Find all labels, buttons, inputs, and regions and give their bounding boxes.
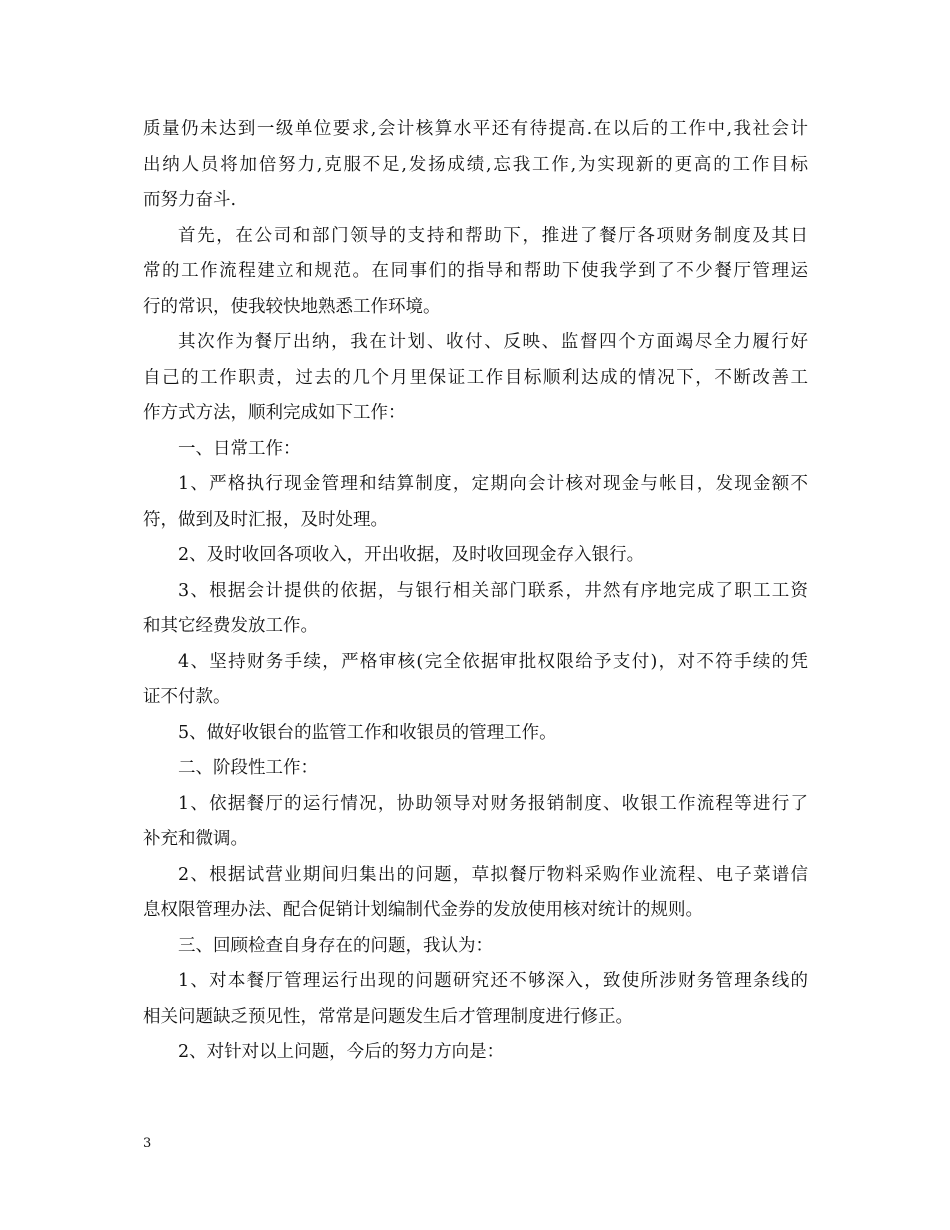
paragraph-first-line: 2、对针对以上问题，今后的努力方向是： xyxy=(178,1042,505,1062)
text-line: 相关问题缺乏预见性，常常是问题发生后才管理制度进行修正。 xyxy=(143,1006,633,1027)
paragraph-first-line: 4、坚持财务手续，严格审核(完全依据审批权限给予支付)，对不符手续的凭 xyxy=(178,651,808,672)
paragraph-first-line: 1、严格执行现金管理和结算制度，定期向会计核对现金与帐目，发现金额不 xyxy=(178,474,808,494)
text-line: 常的工作流程建立和规范。在同事们的指导和帮助下使我学到了不少餐厅管理运 xyxy=(143,261,808,281)
section-heading: 二、阶段性工作： xyxy=(178,758,318,778)
document-body xyxy=(143,112,808,1071)
paragraph-first-line: 2、根据试营业期间归集出的问题，草拟餐厅物料采购作业流程、电子菜谱信 xyxy=(178,864,808,885)
paragraph-first-line: 2、及时收回各项收入，开出收据，及时收回现金存入银行。 xyxy=(178,545,645,565)
text-line: 补充和微调。 xyxy=(143,829,248,849)
text-line: 和其它经费发放工作。 xyxy=(143,616,318,636)
paragraph-first-line: 首先，在公司和部门领导的支持和帮助下，推进了餐厅各项财务制度及其日 xyxy=(178,225,808,246)
text-line: 自己的工作职责，过去的几个月里保证工作目标顺利达成的情况下，不断改善工 xyxy=(143,367,808,388)
paragraph-first-line: 其次作为餐厅出纳，我在计划、收付、反映、监督四个方面竭尽全力履行好 xyxy=(178,332,808,352)
text-line: 行的常识，使我较快地熟悉工作环境。 xyxy=(143,296,441,317)
text-line: 符，做到及时汇报，及时处理。 xyxy=(143,509,388,530)
text-line: 质量仍未达到一级单位要求,会计核算水平还有待提高.在以后的工作中,我社会计 xyxy=(143,119,808,139)
text-line: 出纳人员将加倍努力,克服不足,发扬成绩,忘我工作,为实现新的更高的工作目标 xyxy=(143,154,808,175)
page-number: 3 xyxy=(143,1136,152,1151)
text-line: 而努力奋斗. xyxy=(143,190,237,210)
paragraph-first-line: 3、根据会计提供的依据，与银行相关部门联系，井然有序地完成了职工工资 xyxy=(178,580,808,601)
section-heading: 三、回顾检查自身存在的问题，我认为： xyxy=(178,935,493,956)
text-line: 作方式方法，顺利完成如下工作： xyxy=(143,403,406,423)
paragraph-first-line: 1、对本餐厅管理运行出现的问题研究还不够深入，致使所涉财务管理条线的 xyxy=(178,971,808,991)
text-line: 息权限管理办法、配合促销计划编制代金券的发放使用核对统计的规则。 xyxy=(143,900,703,920)
paragraph-first-line: 1、依据餐厅的运行情况，协助领导对财务报销制度、收银工作流程等进行了 xyxy=(178,793,808,814)
section-heading: 一、日常工作： xyxy=(178,438,301,459)
text-line: 证不付款。 xyxy=(143,687,231,707)
paragraph-first-line: 5、做好收银台的监管工作和收银员的管理工作。 xyxy=(178,722,557,743)
